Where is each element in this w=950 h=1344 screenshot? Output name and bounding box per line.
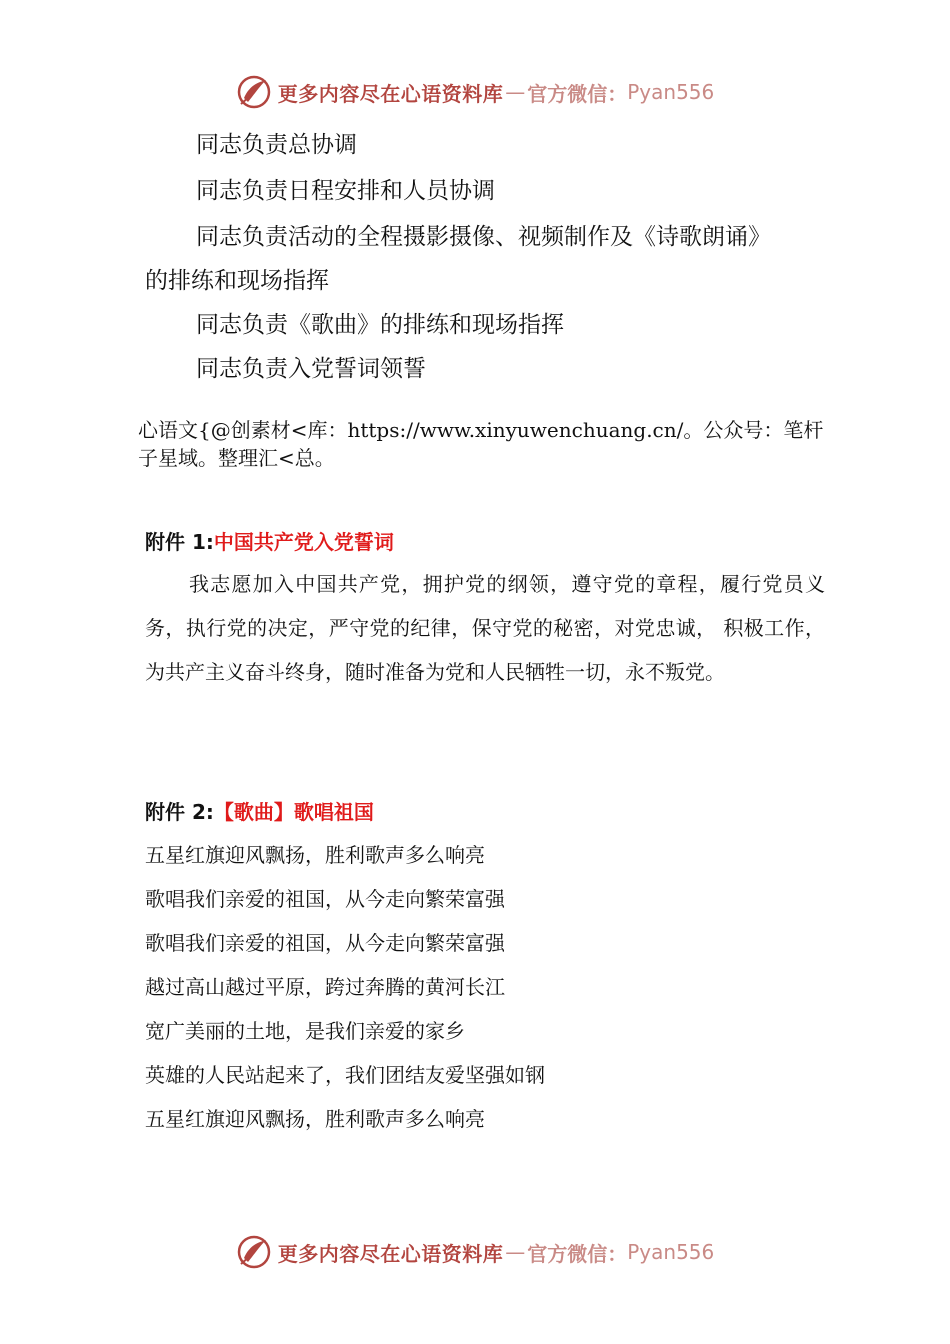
attachment1-heading (145, 527, 394, 557)
lyric-line: 宽广美丽的土地，是我们亲爱的家乡 (145, 1019, 465, 1043)
logo-icon (236, 1234, 272, 1270)
attachment2-heading (145, 797, 374, 827)
duty-line: 同志负责《歌曲》的排练和现场指挥 (196, 312, 564, 338)
watermark-sub-text: 官方微信： (527, 81, 628, 106)
watermark-dash: — (505, 80, 526, 104)
lyric-line: 英雄的人民站起来了，我们团结友爱坚强如钢 (145, 1063, 545, 1087)
duty-line: 同志负责活动的全程摄影摄像、视频制作及《诗歌朗诵》 (196, 224, 771, 250)
header-watermark (0, 72, 950, 112)
watermark-main-text: 更多内容尽在心语资料库 (277, 1241, 504, 1266)
duty-line: 同志负责总协调 (196, 132, 357, 158)
source-note: 心语文{@创素材<库：https://www.xinyuwenchuang.cn/。公众号：笔杆子星域。整理汇<总。 (138, 418, 824, 470)
attachment1-title: 中国共产党入党誓词 (213, 530, 394, 554)
lyric-line: 歌唱我们亲爱的祖国，从今走向繁荣富强 (145, 887, 505, 911)
lyric-line: 歌唱我们亲爱的祖国，从今走向繁荣富强 (145, 931, 505, 955)
duty-line: 同志负责日程安排和人员协调 (196, 178, 495, 204)
oath-paragraph: 我志愿加入中国共产党，拥护党的纲领，遵守党的章程，履行党员义务，执行党的决定，严守党的纪律，保守党的秘密，对党忠诚， 积极工作，为共产主义奋斗终身，随时准备为党和人民牺牲一切，永不叛党。 (145, 572, 825, 684)
watermark-id: Pyan556 (627, 80, 715, 104)
watermark-id: Pyan556 (627, 1240, 715, 1264)
watermark-main-text: 更多内容尽在心语资料库 (277, 81, 504, 106)
logo-icon (236, 74, 272, 110)
lyric-line: 越过高山越过平原，跨过奔腾的黄河长江 (145, 975, 505, 999)
lyric-line: 五星红旗迎风飘扬，胜利歌声多么响亮 (145, 843, 485, 867)
duty-line: 同志负责入党誓词领誓 (196, 356, 426, 382)
lyric-line: 五星红旗迎风飘扬，胜利歌声多么响亮 (145, 1107, 485, 1131)
attachment2-title: 【歌曲】歌唱祖国 (213, 800, 374, 824)
watermark-sub-text: 官方微信： (527, 1241, 628, 1266)
watermark-dash: — (505, 1240, 526, 1264)
attachment2-prefix: 附件 2: (145, 800, 214, 824)
attachment1-prefix: 附件 1: (145, 530, 214, 554)
duty-line-continued: 的排练和现场指挥 (145, 268, 329, 294)
footer-watermark (0, 1232, 950, 1272)
